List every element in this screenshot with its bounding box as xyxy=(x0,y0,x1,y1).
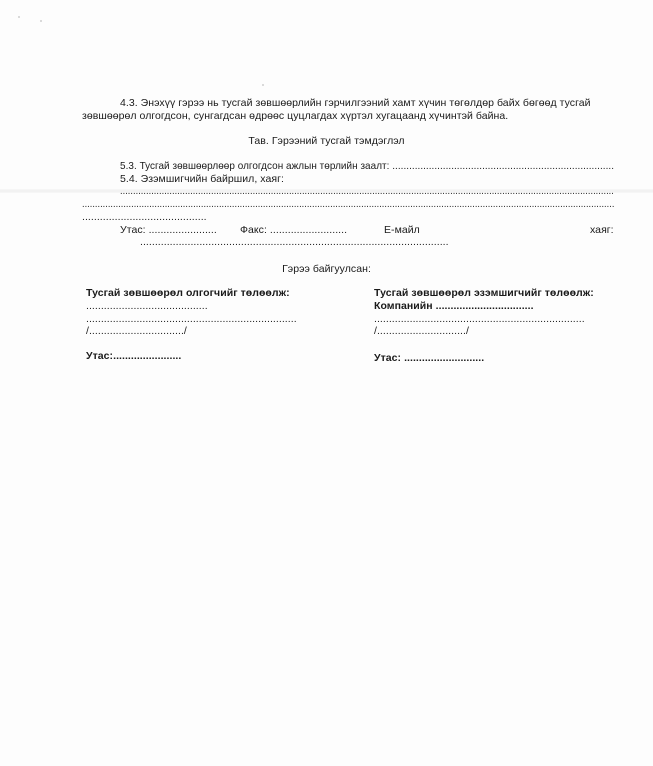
left-party-line: ......................................... xyxy=(86,300,208,312)
contact-address: хаяг: xyxy=(590,224,614,236)
right-party-line: ....................................................................... xyxy=(374,313,585,325)
left-party-line: ....................................................................... xyxy=(86,313,297,325)
clause-4-3-line2: зөвшөөрөл олгогдсон, сунгагдсан өдрөөс цуцлагдах хүртэл хугацаанд хүчинтэй байна. xyxy=(82,110,509,122)
scan-speck xyxy=(262,84,264,86)
right-party-phone: Утас: ........................... xyxy=(374,352,485,364)
left-party-title: Тусгай зөвшөөрөл олгогчийг төлөөлж: xyxy=(86,287,290,299)
signed-title: Гэрээ байгуулсан: xyxy=(282,263,371,275)
clause-4-3-line1: 4.3. Энэхүү гэрээ нь тусгай зөвшөөрлийн гэрчилгээний хамт хүчин төгөлдөр байх бөгөөд тусгай xyxy=(120,97,591,109)
section-5-title: Тав. Гэрээний тусгай тэмдэглэл xyxy=(248,135,405,147)
address-line: .......................................... xyxy=(82,211,207,223)
contact-email: Е-майл xyxy=(384,224,420,236)
address-line: .............................................................................................................................................................................................................. xyxy=(82,198,615,210)
contact-phone: Утас: ....................... xyxy=(120,224,217,236)
left-party-phone: Утас:....................... xyxy=(86,350,182,362)
right-party-company: Компанийн ................................. xyxy=(374,300,534,312)
clause-5-4: 5.4. Эзэмшигчийн байршил, хаяг: xyxy=(120,173,284,185)
contact-fax: Факс: .......................... xyxy=(240,224,348,236)
clause-5-3: 5.3. Тусгай зөвшөөрлөөр олгогдсон ажлын төрлийн заалт: ............................................................................... xyxy=(120,160,615,172)
scan-speck xyxy=(18,16,20,18)
left-party-signature: /................................/ xyxy=(86,325,187,337)
address-line: .............................................................................................................................................................................................. xyxy=(120,185,614,197)
address-line: ........................................................................................................ xyxy=(140,236,449,248)
right-party-signature: /............................../ xyxy=(374,325,469,337)
scan-speck xyxy=(40,20,42,22)
right-party-title: Тусгай зөвшөөрөл эзэмшигчийг төлөөлж: xyxy=(374,287,594,299)
